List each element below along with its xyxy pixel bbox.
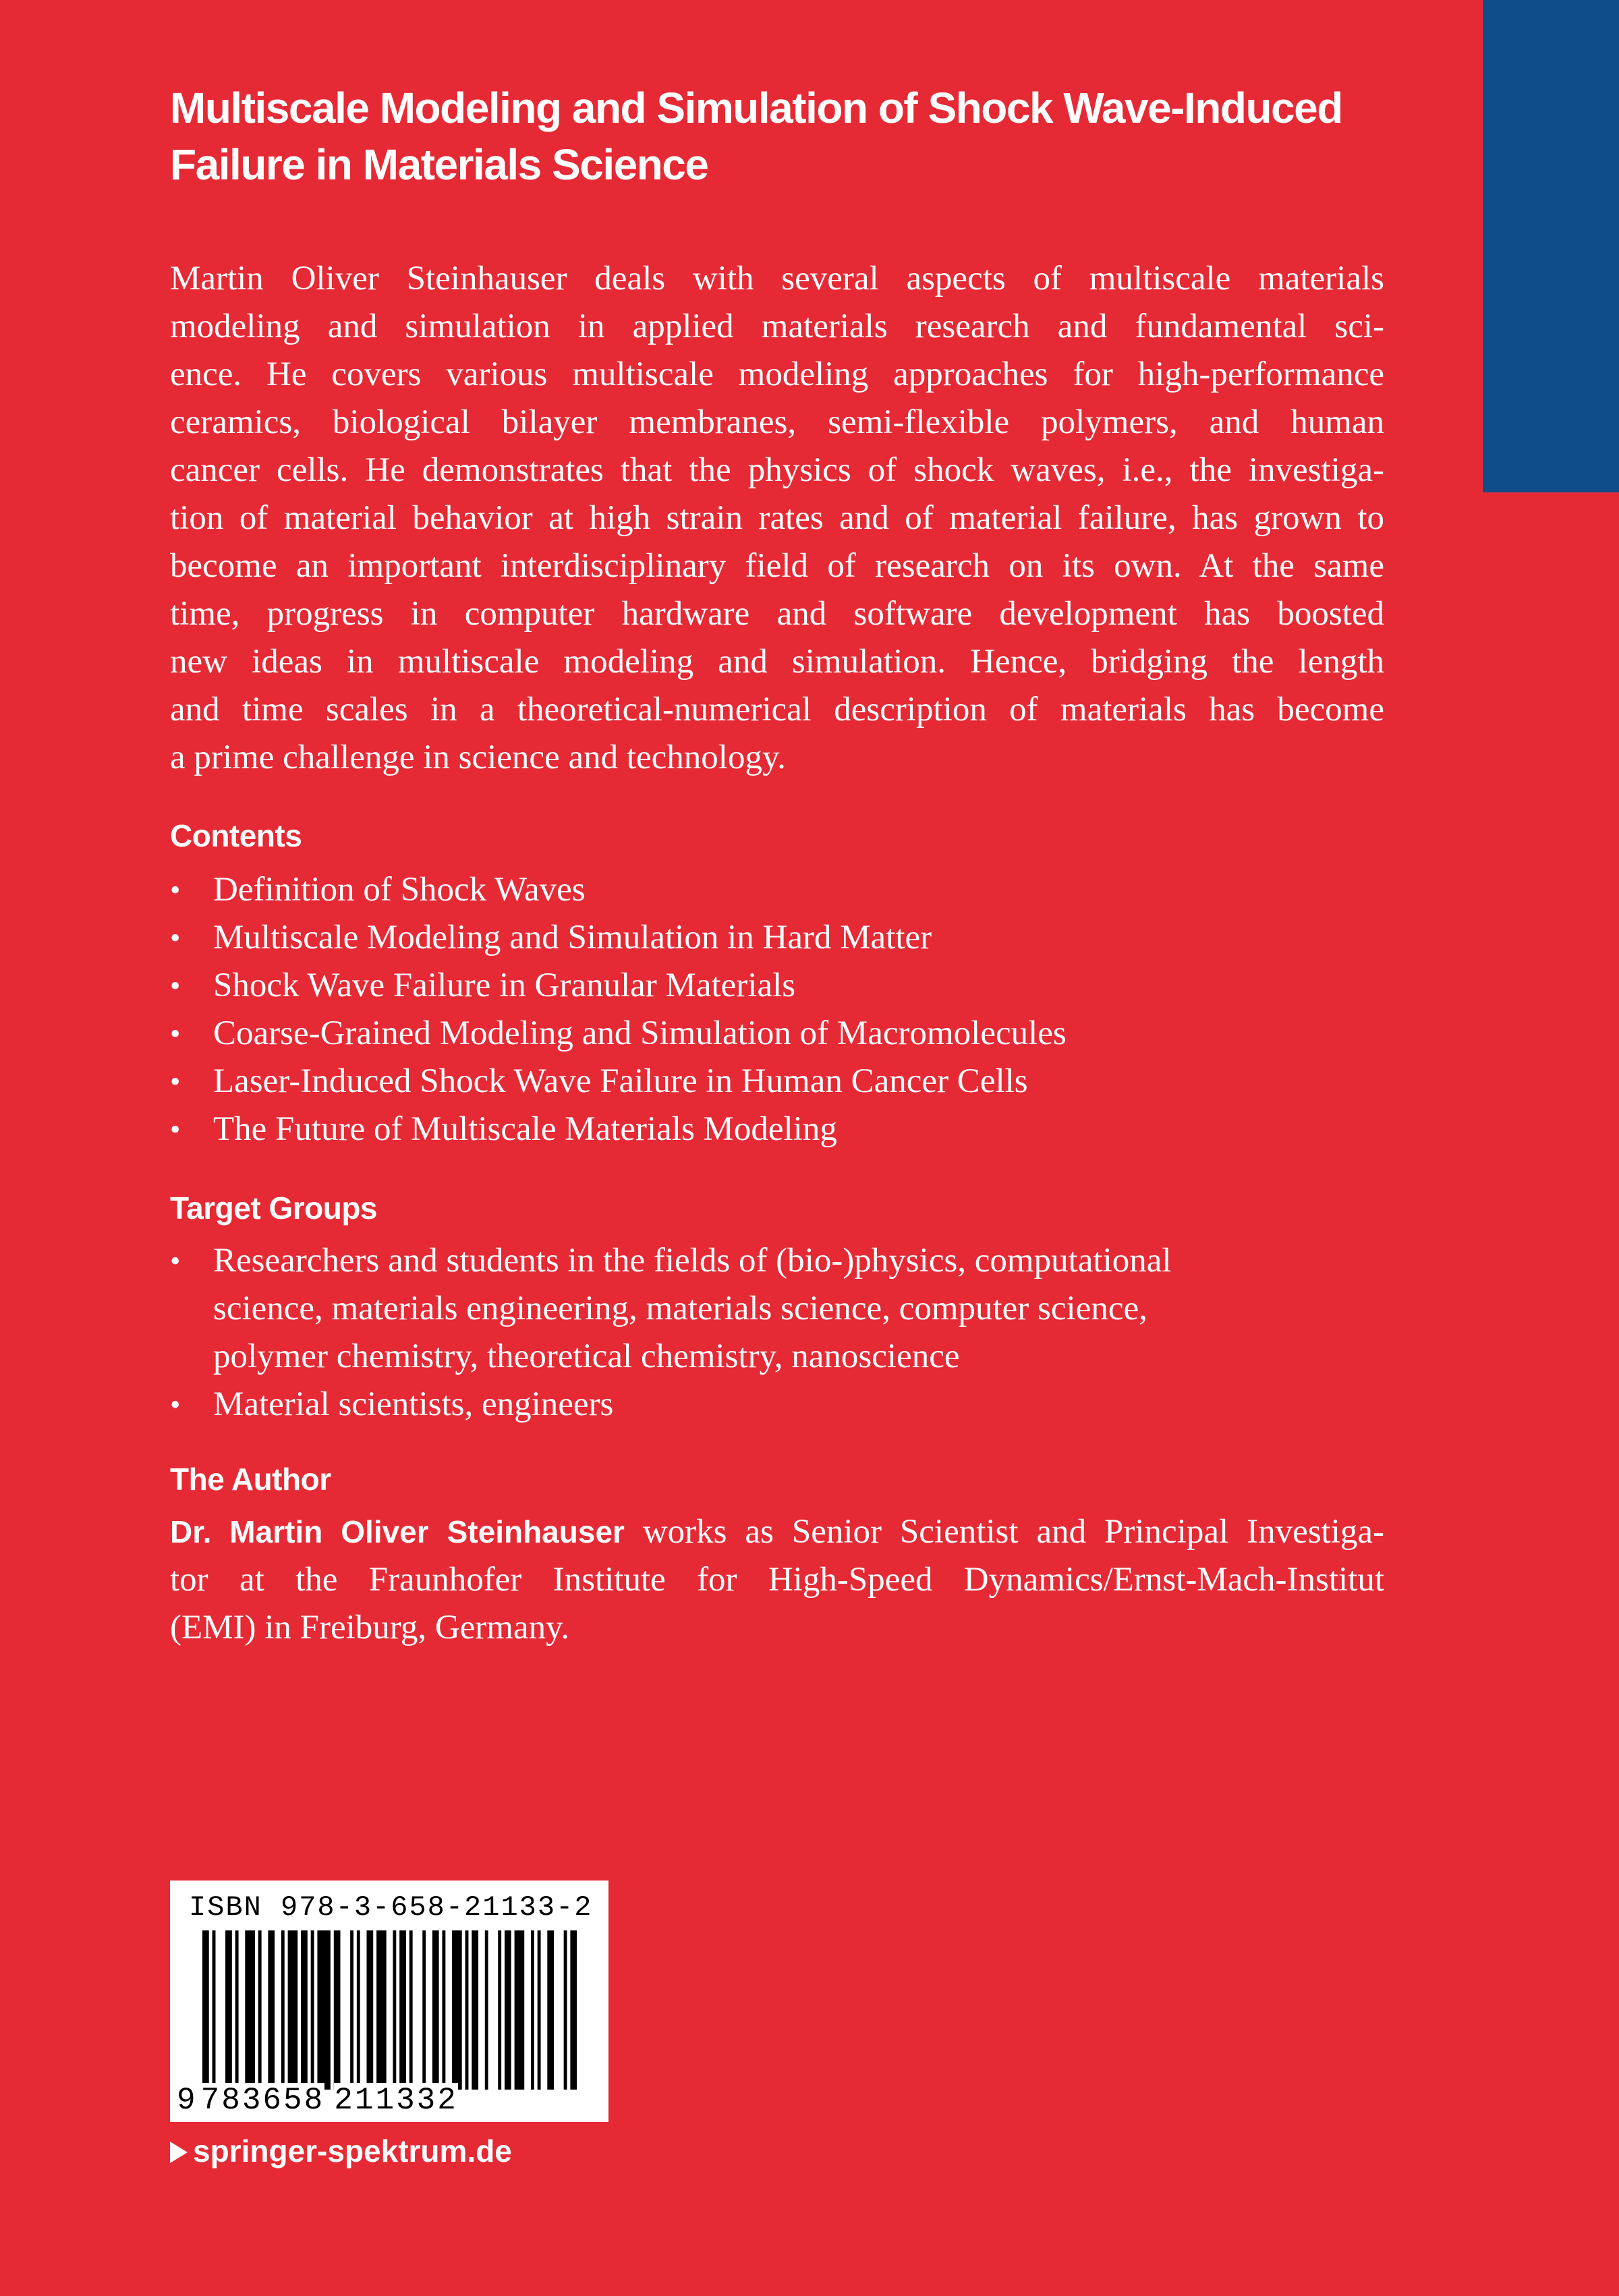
barcode-bar (564, 1930, 567, 2090)
barcode-bar (268, 1930, 275, 2090)
author-name: Dr. Martin Oliver Steinhauser (170, 1514, 625, 1549)
barcode-bar (258, 1930, 262, 2090)
barcode-bar (288, 1930, 298, 2090)
barcode-bar (202, 1930, 209, 2090)
contents-item-label: Shock Wave Failure in Granular Materials (213, 967, 796, 1004)
barcode-bar (334, 1930, 341, 2090)
barcode-bar (498, 1930, 501, 2090)
description-line: become an important interdisciplinary field of research on its own. At the same (170, 547, 1384, 585)
contents-item-label: Multiscale Modeling and Simulation in Hard Matter (213, 919, 932, 956)
contents-item (170, 1010, 1384, 1058)
publisher-website-text: springer-spektrum.de (193, 2133, 512, 2169)
barcode-bar (281, 1930, 285, 2090)
bullet-icon: • (170, 873, 181, 907)
barcode-bar (452, 1930, 462, 2090)
barcode-bar (212, 1930, 216, 2090)
bullet-icon: • (170, 969, 181, 1002)
contents-item-label: Coarse-Grained Modeling and Simulation of Macromolecules (213, 1014, 1067, 1052)
target-group-line: Researchers and students in the fields of (bio-)physics, computational (213, 1242, 1172, 1280)
barcode-bar (393, 1930, 396, 2090)
book-title-line-2: Failure in Materials Science (170, 140, 708, 189)
contents-item (170, 962, 1384, 1010)
description-line: ence. He covers various multiscale modeling approaches for high-performance (170, 355, 1384, 393)
description-line: time, progress in computer hardware and software development has boosted (170, 595, 1384, 633)
description-line: tion of material behavior at high strain rates and of material failure, has grown to (170, 499, 1384, 537)
arrow-right-icon (170, 2142, 188, 2163)
barcode-digits-left: 783658 (200, 2083, 325, 2118)
description-line: cancer cells. He demonstrates that the physics of shock waves, i.e., the investiga- (170, 451, 1384, 489)
contents-item (170, 914, 1384, 962)
author-bio-line (170, 1508, 1384, 1556)
barcode-digits-right: 211332 (334, 2083, 458, 2118)
barcode-bar (505, 1930, 511, 2090)
barcode-bar (442, 1930, 445, 2090)
description-line: ceramics, biological bilayer membranes, semi-flexible polymers, and human (170, 403, 1384, 441)
author-bio (170, 1508, 1384, 1652)
description-line: new ideas in multiscale modeling and simulation. Hence, bridging the length (170, 643, 1384, 681)
book-title (170, 80, 1384, 193)
bullet-icon: • (170, 1113, 181, 1146)
author-bio-text: works as Senior Scientist and Principal Investiga- (624, 1513, 1385, 1551)
description-line: modeling and simulation in applied materials research and fundamental sci- (170, 308, 1384, 345)
target-group-line: science, materials engineering, materials science, computer science, (213, 1290, 1147, 1327)
barcode-bar (570, 1930, 577, 2090)
description-line: and time scales in a theoretical-numerical description of materials has become (170, 691, 1384, 728)
target-groups-list (170, 1237, 1384, 1429)
author-heading: The Author (170, 1462, 331, 1497)
contents-item-label: The Future of Multiscale Materials Modeling (213, 1110, 837, 1148)
contents-item (170, 866, 1384, 914)
barcode-bar (515, 1930, 525, 2090)
barcode-bar (376, 1930, 387, 2090)
barcode-bar (245, 1930, 255, 2090)
barcode-bar (235, 1930, 239, 2090)
description-line: a prime challenge in science and technology. (170, 739, 786, 776)
barcode-bar (485, 1930, 488, 2090)
barcode-bar (399, 1930, 406, 2090)
barcode-bar (465, 1930, 469, 2090)
contents-item (170, 1106, 1384, 1153)
bullet-icon: • (170, 1017, 181, 1050)
barcode-bar (301, 1930, 308, 2090)
barcode-bar (409, 1930, 413, 2090)
blue-accent-tab (1483, 0, 1619, 492)
book-description (170, 255, 1384, 782)
target-groups-heading: Target Groups (170, 1190, 378, 1226)
barcode-bar (311, 1930, 314, 2090)
barcode-bar (357, 1930, 360, 2090)
isbn-barcode (170, 1881, 608, 2122)
contents-heading: Contents (170, 818, 302, 853)
author-bio-line: tor at the Fraunhofer Institute for High-Speed Dynamics/Ernst-Mach-Institut (170, 1561, 1384, 1599)
barcode-bar (472, 1930, 478, 2090)
bullet-icon: • (170, 1388, 181, 1421)
target-group-item (170, 1237, 1384, 1381)
isbn-label: ISBN 978-3-658-21133-2 (189, 1891, 593, 1924)
bullet-icon: • (170, 1244, 181, 1278)
barcode-digit-first: 9 (177, 2083, 196, 2118)
barcode-bar (350, 1930, 353, 2090)
barcode-bar (422, 1930, 426, 2090)
description-line: Martin Oliver Steinhauser deals with several aspects of multiscale materials (170, 260, 1384, 297)
book-title-line-1: Multiscale Modeling and Simulation of Shock Wave-Induced (170, 84, 1342, 132)
barcode-bar (547, 1930, 554, 2090)
author-bio-line: (EMI) in Freiburg, Germany. (170, 1609, 570, 1646)
barcode-bar (538, 1930, 541, 2090)
contents-item-label: Laser-Induced Shock Wave Failure in Human Cancer Cells (213, 1062, 1028, 1100)
bullet-icon: • (170, 1065, 181, 1098)
publisher-website[interactable] (170, 2133, 512, 2169)
contents-item (170, 1058, 1384, 1106)
barcode-bar (317, 1930, 330, 2090)
barcode-bar (432, 1930, 439, 2090)
target-group-line: Material scientists, engineers (213, 1385, 614, 1423)
target-group-item (170, 1381, 1384, 1429)
target-group-line: polymer chemistry, theoretical chemistry, nanoscience (213, 1338, 960, 1375)
bullet-icon: • (170, 921, 181, 954)
barcode-bar (366, 1930, 373, 2090)
contents-item-label: Definition of Shock Waves (213, 871, 586, 909)
barcode-digits (177, 2083, 458, 2118)
barcode-bar (225, 1930, 232, 2090)
barcode-bars (202, 1930, 580, 2090)
barcode-bar (531, 1930, 534, 2090)
contents-list (170, 866, 1384, 1153)
